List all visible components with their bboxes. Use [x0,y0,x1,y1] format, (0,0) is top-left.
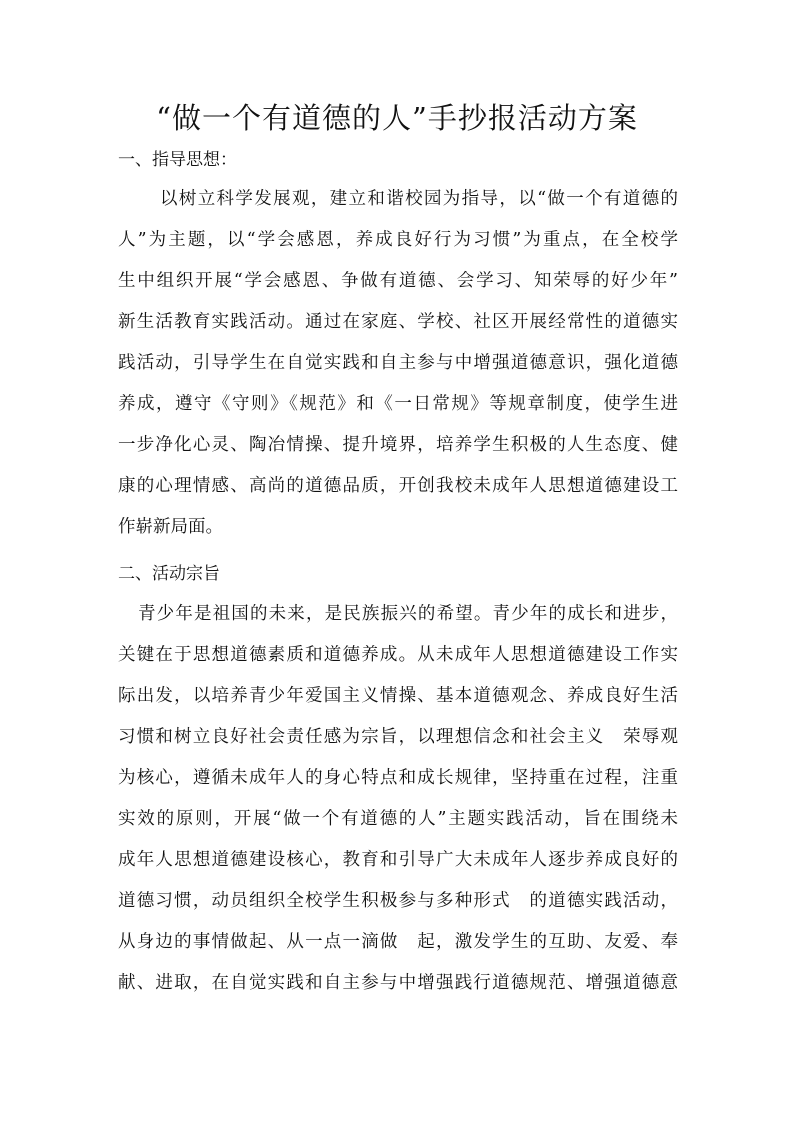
paragraph-line: 新生活教育实践活动。通过在家庭、学校、社区开展经常性的道德实 [118,312,678,332]
paragraph-line: 践活动，引导学生在自觉实践和自主参与中增强道德意识，强化道德 [118,353,678,373]
paragraph-line: 习惯和树立良好社会责任感为宗旨，以理想信念和社会主义 荣辱观 [118,727,678,747]
paragraph-line: 一步净化心灵、陶冶情操、提升境界，培养学生积极的人生态度、健 [118,435,678,455]
paragraph-line: 作崭新局面。 [118,517,223,537]
paragraph-line: 关键在于思想道德素质和道德养成。从未成年人思想道德建设工作实 [118,645,678,665]
paragraph-line: 献、进取，在自觉实践和自主参与中增强践行道德规范、增强道德意 [118,973,678,993]
paragraph-line: 从身边的事情做起、从一点一滴做 起，激发学生的互助、友爱、奉 [118,932,678,952]
paragraph-line: 青少年是祖国的未来，是民族振兴的希望。青少年的成长和进步， [138,604,678,624]
section-heading-activity-purpose: 二、活动宗旨 [118,564,220,584]
paragraph-line: 养成，遵守《守则》《规范》和《一日常规》等规章制度，使学生进 [118,394,678,414]
paragraph-line: 康的心理情感、高尚的道德品质，开创我校未成年人思想道德建设工 [118,476,678,496]
section-heading-guiding-ideology: 一、指导思想： [118,150,237,170]
paragraph-line: 道德习惯，动员组织全校学生积极参与多种形式 的道德实践活动， [118,891,678,911]
page-title: “做一个有道德的人”手抄报活动方案 [156,101,638,135]
paragraph-line: 生中组织开展“学会感恩、争做有道德、会学习、知荣辱的好少年” [118,271,678,291]
paragraph-line: 为核心，遵循未成年人的身心特点和成长规律，坚持重在过程，注重 [118,768,678,788]
paragraph-line: 实效的原则，开展“做一个有道德的人”主题实践活动，旨在围绕未 [118,809,678,829]
paragraph-line: 以树立科学发展观，建立和谐校园为指导，以“做一个有道德的 [160,189,678,209]
paragraph-line: 成年人思想道德建设核心，教育和引导广大未成年人逐步养成良好的 [118,850,678,870]
paragraph-line: 际出发，以培养青少年爱国主义情操、基本道德观念、养成良好生活 [118,686,678,706]
paragraph-line: 人”为主题，以“学会感恩，养成良好行为习惯”为重点，在全校学 [118,230,678,250]
